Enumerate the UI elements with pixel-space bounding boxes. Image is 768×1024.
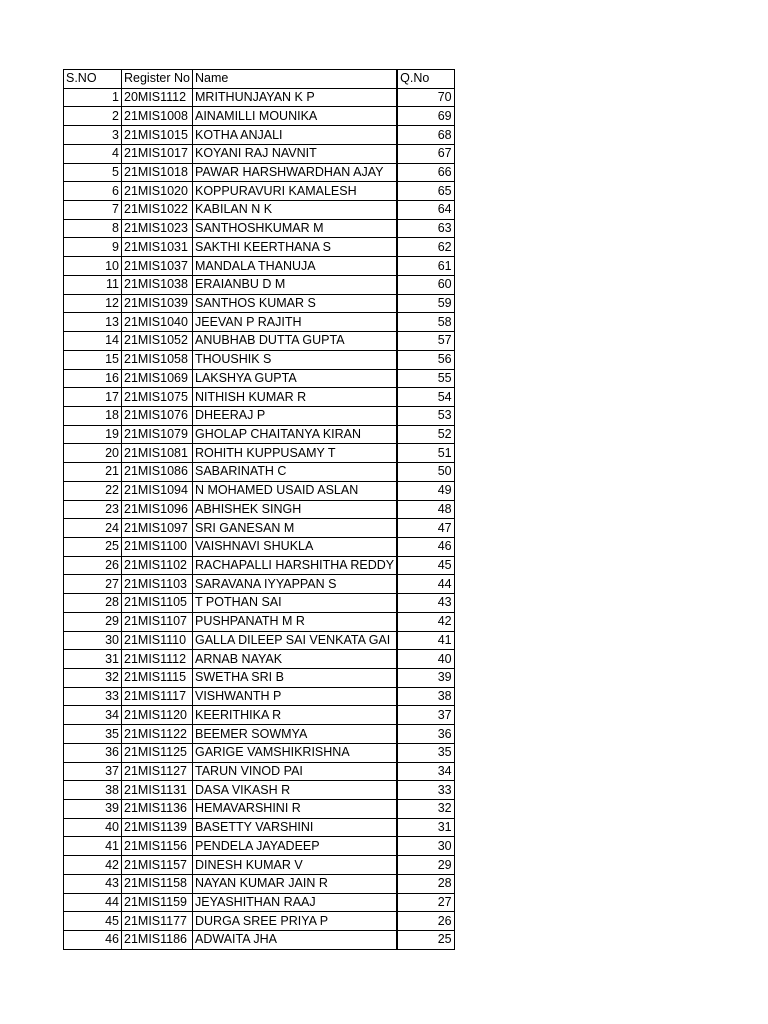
cell-name[interactable]: BEEMER SOWMYA (193, 725, 398, 744)
cell-register-no[interactable]: 21MIS1125 (122, 743, 193, 762)
table-row (64, 818, 455, 837)
cell-sno[interactable]: 38 (64, 781, 122, 800)
cell-sno[interactable]: 11 (64, 275, 122, 294)
cell-qno[interactable]: 60 (397, 275, 454, 294)
cell-sno[interactable]: 32 (64, 669, 122, 688)
cell-sno[interactable]: 30 (64, 631, 122, 650)
table-row (64, 463, 455, 482)
cell-sno[interactable]: 27 (64, 575, 122, 594)
table-row (64, 631, 455, 650)
cell-name[interactable]: NITHISH KUMAR R (193, 388, 398, 407)
cell-register-no[interactable]: 21MIS1156 (122, 837, 193, 856)
cell-name[interactable]: GALLA DILEEP SAI VENKATA GAI (193, 631, 398, 650)
cell-register-no[interactable]: 21MIS1018 (122, 163, 193, 182)
cell-qno[interactable]: 37 (397, 706, 454, 725)
cell-register-no[interactable]: 21MIS1186 (122, 931, 193, 950)
table-row (64, 594, 455, 613)
cell-sno[interactable]: 46 (64, 931, 122, 950)
cell-name[interactable]: SWETHA SRI B (193, 669, 398, 688)
table-row (64, 238, 455, 257)
cell-register-no[interactable]: 21MIS1076 (122, 406, 193, 425)
cell-name[interactable]: SAKTHI KEERTHANA S (193, 238, 398, 257)
cell-name[interactable]: MANDALA THANUJA (193, 257, 398, 276)
cell-register-no[interactable]: 21MIS1131 (122, 781, 193, 800)
cell-qno[interactable]: 53 (397, 406, 454, 425)
cell-sno[interactable]: 6 (64, 182, 122, 201)
column-header-sno[interactable]: S.NO (64, 70, 122, 89)
table-row (64, 687, 455, 706)
table-row (64, 893, 455, 912)
cell-qno[interactable]: 35 (397, 743, 454, 762)
table-row (64, 313, 455, 332)
table-row (64, 556, 455, 575)
cell-register-no[interactable]: 21MIS1037 (122, 257, 193, 276)
table-row (64, 725, 455, 744)
cell-qno[interactable]: 36 (397, 725, 454, 744)
cell-sno[interactable]: 7 (64, 201, 122, 220)
cell-register-no[interactable]: 21MIS1058 (122, 350, 193, 369)
table-row (64, 332, 455, 351)
table-row (64, 931, 455, 950)
cell-register-no[interactable]: 21MIS1112 (122, 650, 193, 669)
cell-qno[interactable]: 31 (397, 818, 454, 837)
cell-name[interactable]: DURGA SREE PRIYA P (193, 912, 398, 931)
cell-name[interactable]: GARIGE VAMSHIKRISHNA (193, 743, 398, 762)
cell-sno[interactable]: 19 (64, 425, 122, 444)
cell-qno[interactable]: 26 (397, 912, 454, 931)
cell-sno[interactable]: 31 (64, 650, 122, 669)
cell-sno[interactable]: 23 (64, 500, 122, 519)
cell-register-no[interactable]: 20MIS1112 (122, 88, 193, 107)
cell-name[interactable]: GHOLAP CHAITANYA KIRAN (193, 425, 398, 444)
cell-sno[interactable]: 24 (64, 519, 122, 538)
cell-name[interactable]: SABARINATH C (193, 463, 398, 482)
table-row (64, 201, 455, 220)
cell-name[interactable]: DASA VIKASH R (193, 781, 398, 800)
cell-sno[interactable]: 9 (64, 238, 122, 257)
cell-sno[interactable]: 12 (64, 294, 122, 313)
cell-sno[interactable]: 17 (64, 388, 122, 407)
table-row (64, 743, 455, 762)
cell-qno[interactable]: 42 (397, 612, 454, 631)
cell-sno[interactable]: 43 (64, 874, 122, 893)
cell-sno[interactable]: 35 (64, 725, 122, 744)
cell-name[interactable]: JEYASHITHAN RAAJ (193, 893, 398, 912)
cell-sno[interactable]: 20 (64, 444, 122, 463)
cell-register-no[interactable]: 21MIS1096 (122, 500, 193, 519)
cell-sno[interactable]: 18 (64, 406, 122, 425)
cell-sno[interactable]: 4 (64, 144, 122, 163)
cell-sno[interactable]: 25 (64, 537, 122, 556)
table-row (64, 182, 455, 201)
cell-qno[interactable]: 46 (397, 537, 454, 556)
cell-qno[interactable]: 43 (397, 594, 454, 613)
table-row (64, 88, 455, 107)
table-row (64, 126, 455, 145)
cell-name[interactable]: SANTHOS KUMAR S (193, 294, 398, 313)
cell-sno[interactable]: 37 (64, 762, 122, 781)
cell-qno[interactable]: 39 (397, 669, 454, 688)
cell-name[interactable]: ABHISHEK SINGH (193, 500, 398, 519)
cell-register-no[interactable]: 21MIS1157 (122, 856, 193, 875)
cell-name[interactable]: VAISHNAVI SHUKLA (193, 537, 398, 556)
cell-sno[interactable]: 1 (64, 88, 122, 107)
cell-qno[interactable]: 33 (397, 781, 454, 800)
cell-name[interactable]: SRI GANESAN M (193, 519, 398, 538)
cell-name[interactable]: KOTHA ANJALI (193, 126, 398, 145)
cell-register-no[interactable]: 21MIS1075 (122, 388, 193, 407)
cell-qno[interactable]: 59 (397, 294, 454, 313)
cell-qno[interactable]: 58 (397, 313, 454, 332)
cell-register-no[interactable]: 21MIS1100 (122, 537, 193, 556)
cell-name[interactable]: PUSHPANATH M R (193, 612, 398, 631)
cell-qno[interactable]: 62 (397, 238, 454, 257)
column-header-name[interactable]: Name (193, 70, 398, 89)
table-row (64, 219, 455, 238)
table-row (64, 257, 455, 276)
table-row (64, 537, 455, 556)
cell-name[interactable]: AINAMILLI MOUNIKA (193, 107, 398, 126)
table-row (64, 425, 455, 444)
cell-register-no[interactable]: 21MIS1097 (122, 519, 193, 538)
cell-qno[interactable]: 38 (397, 687, 454, 706)
cell-register-no[interactable]: 21MIS1159 (122, 893, 193, 912)
cell-register-no[interactable]: 21MIS1136 (122, 800, 193, 819)
cell-qno[interactable]: 70 (397, 88, 454, 107)
header-row (64, 70, 455, 89)
table-row (64, 575, 455, 594)
cell-name[interactable]: DHEERAJ P (193, 406, 398, 425)
cell-sno[interactable]: 2 (64, 107, 122, 126)
table-row (64, 444, 455, 463)
cell-sno[interactable]: 8 (64, 219, 122, 238)
cell-name[interactable]: RACHAPALLI HARSHITHA REDDY (193, 556, 398, 575)
cell-qno[interactable]: 65 (397, 182, 454, 201)
cell-register-no[interactable]: 21MIS1039 (122, 294, 193, 313)
table-row (64, 163, 455, 182)
cell-name[interactable]: PAWAR HARSHWARDHAN AJAY (193, 163, 398, 182)
table-row (64, 912, 455, 931)
cell-name[interactable]: ROHITH KUPPUSAMY T (193, 444, 398, 463)
table-header (64, 70, 455, 89)
cell-qno[interactable]: 48 (397, 500, 454, 519)
cell-qno[interactable]: 28 (397, 874, 454, 893)
cell-register-no[interactable]: 21MIS1079 (122, 425, 193, 444)
table-row (64, 144, 455, 163)
table-row (64, 874, 455, 893)
cell-qno[interactable]: 49 (397, 481, 454, 500)
cell-sno[interactable]: 34 (64, 706, 122, 725)
cell-register-no[interactable]: 21MIS1139 (122, 818, 193, 837)
cell-register-no[interactable]: 21MIS1102 (122, 556, 193, 575)
cell-sno[interactable]: 15 (64, 350, 122, 369)
cell-sno[interactable]: 10 (64, 257, 122, 276)
cell-qno[interactable]: 32 (397, 800, 454, 819)
cell-register-no[interactable]: 21MIS1022 (122, 201, 193, 220)
cell-qno[interactable]: 61 (397, 257, 454, 276)
cell-qno[interactable]: 47 (397, 519, 454, 538)
cell-sno[interactable]: 13 (64, 313, 122, 332)
cell-qno[interactable]: 29 (397, 856, 454, 875)
cell-register-no[interactable]: 21MIS1120 (122, 706, 193, 725)
cell-register-no[interactable]: 21MIS1105 (122, 594, 193, 613)
cell-qno[interactable]: 51 (397, 444, 454, 463)
cell-qno[interactable]: 27 (397, 893, 454, 912)
cell-qno[interactable]: 30 (397, 837, 454, 856)
column-header-register-no[interactable]: Register No (122, 70, 193, 89)
cell-register-no[interactable]: 21MIS1110 (122, 631, 193, 650)
table-row (64, 669, 455, 688)
table-row (64, 837, 455, 856)
cell-qno[interactable]: 56 (397, 350, 454, 369)
cell-name[interactable]: BASETTY VARSHINI (193, 818, 398, 837)
cell-qno[interactable]: 67 (397, 144, 454, 163)
cell-name[interactable]: MRITHUNJAYAN K P (193, 88, 398, 107)
cell-name[interactable]: ERAIANBU D M (193, 275, 398, 294)
cell-name[interactable]: KEERITHIKA R (193, 706, 398, 725)
table-row (64, 107, 455, 126)
cell-name[interactable]: ADWAITA JHA (193, 931, 398, 950)
cell-sno[interactable]: 36 (64, 743, 122, 762)
table-row (64, 388, 455, 407)
cell-qno[interactable]: 34 (397, 762, 454, 781)
cell-sno[interactable]: 29 (64, 612, 122, 631)
cell-register-no[interactable]: 21MIS1107 (122, 612, 193, 631)
cell-qno[interactable]: 54 (397, 388, 454, 407)
cell-qno[interactable]: 69 (397, 107, 454, 126)
cell-register-no[interactable]: 21MIS1117 (122, 687, 193, 706)
cell-register-no[interactable]: 21MIS1115 (122, 669, 193, 688)
cell-name[interactable]: ARNAB NAYAK (193, 650, 398, 669)
cell-name[interactable]: NAYAN KUMAR JAIN R (193, 874, 398, 893)
cell-name[interactable]: HEMAVARSHINI R (193, 800, 398, 819)
cell-name[interactable]: THOUSHIK S (193, 350, 398, 369)
cell-register-no[interactable]: 21MIS1052 (122, 332, 193, 351)
cell-sno[interactable]: 45 (64, 912, 122, 931)
column-header-qno[interactable]: Q.No (397, 70, 454, 89)
cell-register-no[interactable]: 21MIS1023 (122, 219, 193, 238)
cell-name[interactable]: ANUBHAB DUTTA GUPTA (193, 332, 398, 351)
table-row (64, 800, 455, 819)
cell-register-no[interactable]: 21MIS1086 (122, 463, 193, 482)
cell-register-no[interactable]: 21MIS1081 (122, 444, 193, 463)
cell-name[interactable]: JEEVAN P RAJITH (193, 313, 398, 332)
cell-qno[interactable]: 55 (397, 369, 454, 388)
cell-name[interactable]: TARUN VINOD PAI (193, 762, 398, 781)
table-row (64, 369, 455, 388)
cell-register-no[interactable]: 21MIS1020 (122, 182, 193, 201)
table-row (64, 856, 455, 875)
cell-name[interactable]: KABILAN N K (193, 201, 398, 220)
table-row (64, 762, 455, 781)
cell-sno[interactable]: 40 (64, 818, 122, 837)
table-row (64, 275, 455, 294)
cell-qno[interactable]: 63 (397, 219, 454, 238)
cell-qno[interactable]: 45 (397, 556, 454, 575)
cell-qno[interactable]: 40 (397, 650, 454, 669)
cell-register-no[interactable]: 21MIS1177 (122, 912, 193, 931)
cell-sno[interactable]: 5 (64, 163, 122, 182)
table-row (64, 706, 455, 725)
cell-sno[interactable]: 3 (64, 126, 122, 145)
cell-sno[interactable]: 44 (64, 893, 122, 912)
cell-register-no[interactable]: 21MIS1040 (122, 313, 193, 332)
table-row (64, 481, 455, 500)
cell-name[interactable]: LAKSHYA GUPTA (193, 369, 398, 388)
cell-register-no[interactable]: 21MIS1127 (122, 762, 193, 781)
cell-qno[interactable]: 25 (397, 931, 454, 950)
table-row (64, 350, 455, 369)
cell-qno[interactable]: 41 (397, 631, 454, 650)
cell-register-no[interactable]: 21MIS1008 (122, 107, 193, 126)
cell-register-no[interactable]: 21MIS1017 (122, 144, 193, 163)
cell-sno[interactable]: 28 (64, 594, 122, 613)
cell-qno[interactable]: 44 (397, 575, 454, 594)
cell-register-no[interactable]: 21MIS1103 (122, 575, 193, 594)
table-row (64, 519, 455, 538)
cell-sno[interactable]: 14 (64, 332, 122, 351)
cell-sno[interactable]: 16 (64, 369, 122, 388)
cell-qno[interactable]: 50 (397, 463, 454, 482)
cell-name[interactable]: SARAVANA IYYAPPAN S (193, 575, 398, 594)
cell-name[interactable]: VISHWANTH P (193, 687, 398, 706)
cell-qno[interactable]: 57 (397, 332, 454, 351)
cell-sno[interactable]: 41 (64, 837, 122, 856)
table-row (64, 294, 455, 313)
table-row (64, 612, 455, 631)
student-question-table (63, 69, 455, 950)
cell-name[interactable]: KOYANI RAJ NAVNIT (193, 144, 398, 163)
cell-name[interactable]: SANTHOSHKUMAR M (193, 219, 398, 238)
cell-name[interactable]: T POTHAN SAI (193, 594, 398, 613)
cell-sno[interactable]: 42 (64, 856, 122, 875)
cell-register-no[interactable]: 21MIS1122 (122, 725, 193, 744)
table-row (64, 406, 455, 425)
cell-register-no[interactable]: 21MIS1069 (122, 369, 193, 388)
cell-register-no[interactable]: 21MIS1015 (122, 126, 193, 145)
cell-register-no[interactable]: 21MIS1038 (122, 275, 193, 294)
cell-qno[interactable]: 52 (397, 425, 454, 444)
cell-qno[interactable]: 68 (397, 126, 454, 145)
cell-name[interactable]: PENDELA JAYADEEP (193, 837, 398, 856)
cell-sno[interactable]: 26 (64, 556, 122, 575)
cell-name[interactable]: N MOHAMED USAID ASLAN (193, 481, 398, 500)
cell-name[interactable]: DINESH KUMAR V (193, 856, 398, 875)
table-body (64, 88, 455, 949)
cell-register-no[interactable]: 21MIS1094 (122, 481, 193, 500)
table-row (64, 650, 455, 669)
cell-name[interactable]: KOPPURAVURI KAMALESH (193, 182, 398, 201)
cell-sno[interactable]: 39 (64, 800, 122, 819)
cell-sno[interactable]: 22 (64, 481, 122, 500)
cell-sno[interactable]: 21 (64, 463, 122, 482)
table-row (64, 500, 455, 519)
cell-qno[interactable]: 66 (397, 163, 454, 182)
cell-register-no[interactable]: 21MIS1158 (122, 874, 193, 893)
cell-sno[interactable]: 33 (64, 687, 122, 706)
cell-register-no[interactable]: 21MIS1031 (122, 238, 193, 257)
cell-qno[interactable]: 64 (397, 201, 454, 220)
table-row (64, 781, 455, 800)
